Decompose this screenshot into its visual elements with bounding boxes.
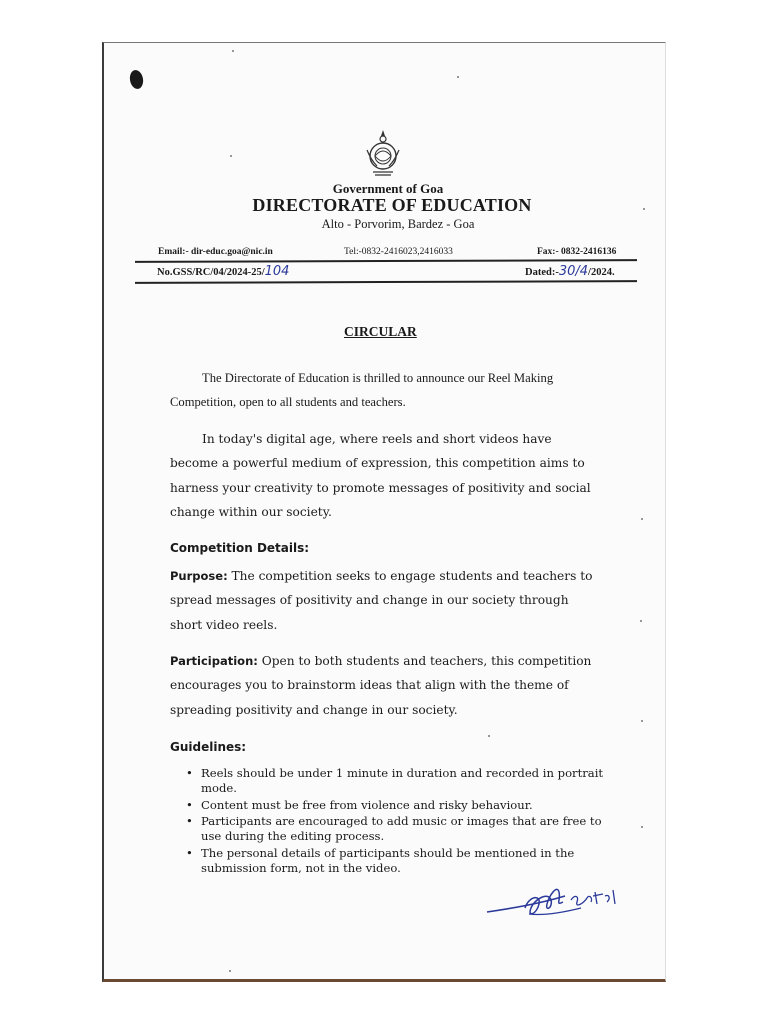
guidelines-list	[186, 766, 606, 878]
participation-text: Open to both students and teachers, this competition encourages you to brainstorm ideas that align with the theme of spreading positivity and change in our society.	[170, 654, 592, 717]
state-emblem-icon	[361, 128, 405, 178]
guidelines-heading: Guidelines:	[170, 740, 247, 754]
scan-speck	[643, 208, 645, 210]
email-text: Email:- dir-educ.goa@nic.in	[158, 247, 273, 257]
list-item: • Participants are encouraged to add music or images that are free to use during the editing process.	[186, 814, 606, 844]
circular-title: CIRCULAR	[344, 324, 417, 339]
context-text: In today's digital age, where reels and short videos have become a powerful medium of expression, this competition aims to harness your creativity to promote messages of positivity and social change within our society.	[170, 432, 591, 519]
context-paragraph	[170, 427, 602, 524]
scan-speck	[229, 970, 231, 972]
purpose-text: The competition seeks to engage students and teachers to spread messages of positivity and change in our society through short video reels.	[170, 569, 593, 632]
date-handwritten: 30/4	[558, 264, 589, 279]
government-name: Government of Goa	[332, 181, 444, 196]
participation-label: Participation:	[170, 654, 258, 668]
list-item: • Reels should be under 1 minute in duration and recorded in portrait mode.	[186, 766, 606, 796]
scan-speck	[230, 155, 232, 157]
scan-speck	[457, 76, 459, 78]
scan-speck	[641, 720, 643, 722]
dated-label: Dated:-	[525, 267, 559, 278]
purpose-paragraph	[170, 564, 602, 637]
date-line	[525, 264, 615, 279]
participation-paragraph	[170, 649, 602, 722]
directorate-title: DIRECTORATE OF EDUCATION	[252, 195, 532, 215]
office-address: Alto - Porvorim, Bardez - Goa	[321, 217, 475, 231]
signature	[485, 878, 625, 926]
scan-speck	[641, 826, 643, 828]
reference-printed: No.GSS/RC/04/2024-25/	[157, 267, 265, 278]
purpose-label: Purpose:	[170, 569, 228, 583]
scan-speck	[232, 50, 234, 52]
scan-speck	[640, 620, 642, 622]
reference-number	[157, 264, 289, 279]
fax-text: Fax:- 0832-2416136	[537, 247, 617, 257]
scan-speck	[641, 518, 643, 520]
telephone-text: Tel:-0832-2416023,2416033	[344, 247, 453, 257]
scan-speck	[488, 735, 490, 737]
intro-paragraph	[170, 366, 602, 414]
list-item: • The personal details of participants should be mentioned in the submission form, not in the video.	[186, 846, 606, 876]
date-year: /2024.	[588, 267, 615, 278]
reference-handwritten: 104	[264, 264, 290, 279]
competition-details-heading: Competition Details:	[170, 541, 310, 555]
list-item: • Content must be free from violence and risky behaviour.	[186, 798, 606, 813]
intro-text: The Directorate of Education is thrilled to announce our Reel Making Competition, open to all students and teachers.	[170, 371, 554, 410]
